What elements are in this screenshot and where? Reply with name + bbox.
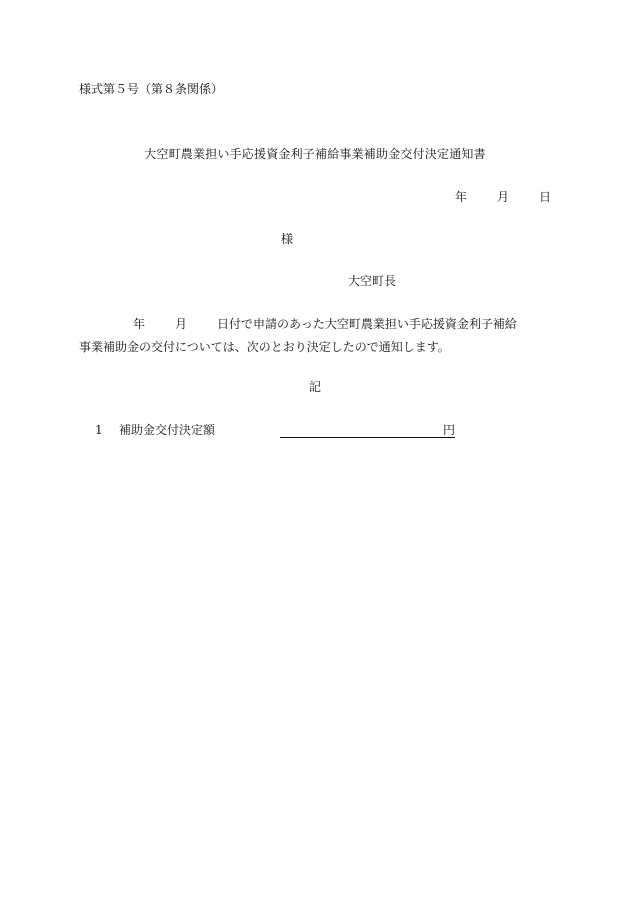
body-year: 年 bbox=[133, 317, 146, 331]
item-number: 1 bbox=[95, 423, 103, 437]
body-line-1 bbox=[133, 318, 517, 330]
body-line1-text: 日付で申請のあった大空町農業担い手応援資金利子補給 bbox=[217, 317, 517, 331]
body-month: 月 bbox=[175, 317, 188, 331]
body-line-2: 事業補助金の交付については、次のとおり決定したので通知します。 bbox=[79, 340, 450, 354]
addressee-honorific: 様 bbox=[281, 232, 294, 246]
document-title: 大空町農業担い手応援資金利子補給事業補助金交付決定通知書 bbox=[144, 147, 486, 161]
date-line bbox=[455, 191, 551, 203]
ki-heading: 記 bbox=[308, 380, 321, 394]
amount-unit: 円 bbox=[442, 423, 455, 437]
date-year: 年 bbox=[455, 190, 468, 204]
date-month: 月 bbox=[497, 190, 510, 204]
issuer-name: 大空町長 bbox=[348, 274, 397, 288]
item-label: 補助金交付決定額 bbox=[119, 423, 216, 437]
form-number: 様式第５号（第８条関係） bbox=[79, 82, 224, 96]
date-day: 日 bbox=[539, 190, 552, 204]
amount-blank-line bbox=[280, 424, 455, 438]
